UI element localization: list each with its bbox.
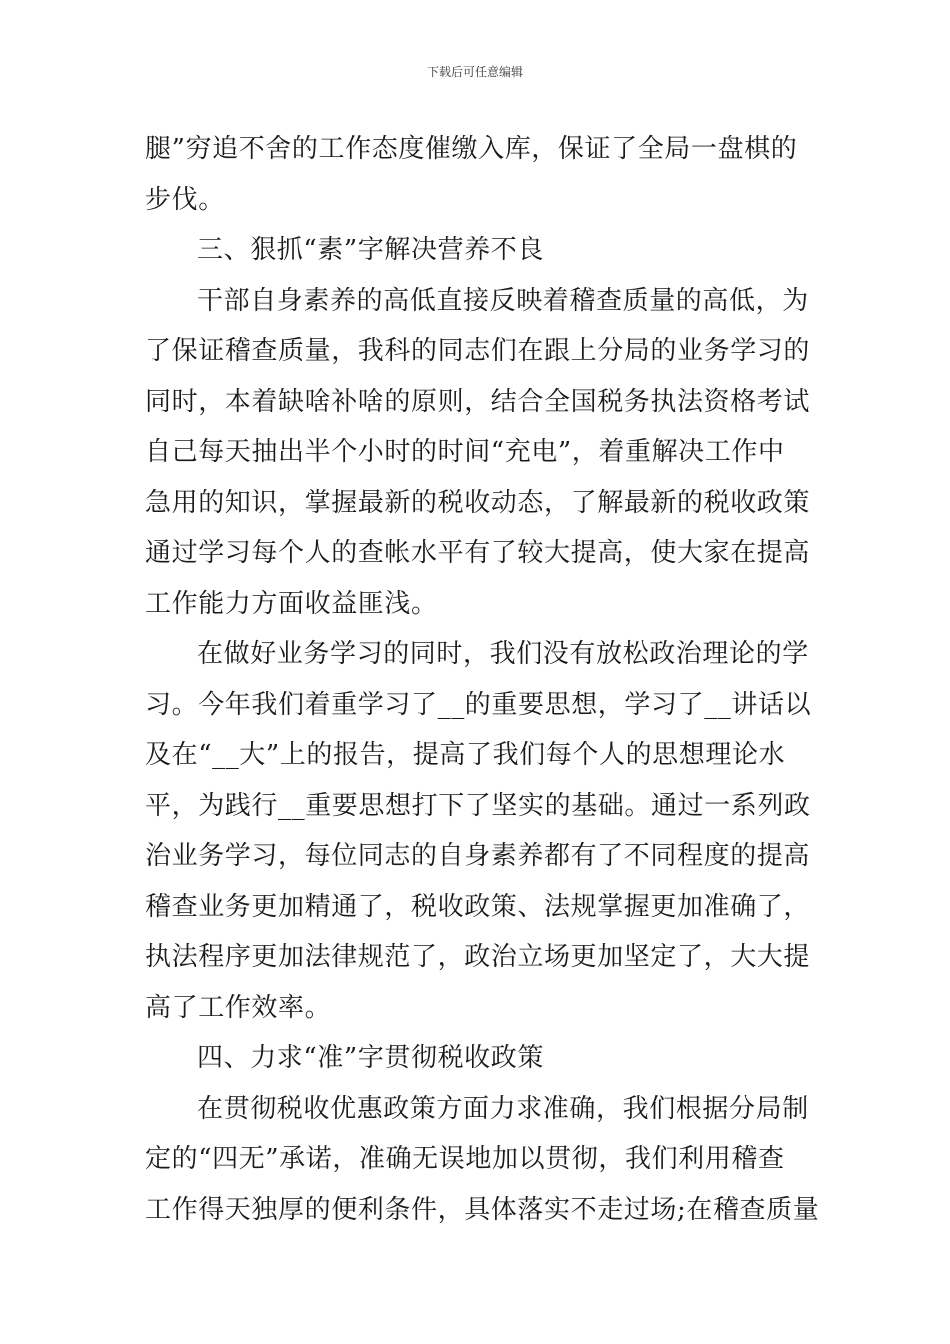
section-heading: 四、力求“准”字贯彻税收政策 xyxy=(197,1043,544,1073)
text-line: 习。今年我们着重学习了__的重要思想，学习了__讲话以 xyxy=(145,689,812,720)
text-line: 工作得天独厚的便利条件，具体落实不走过场;在稽查质量 xyxy=(145,1194,820,1225)
document-body xyxy=(145,124,820,1235)
text-line: 在做好业务学习的同时，我们没有放松政治理论的学 xyxy=(197,639,809,669)
text-line: 急用的知识，掌握最新的税收动态，了解最新的税收政策 xyxy=(145,487,811,518)
text-line: 干部自身素养的高低直接反映着稽查质量的高低，为 xyxy=(197,285,809,316)
page-header: 下载后可任意编辑 xyxy=(426,65,523,79)
text-line: 了保证稽查质量，我科的同志们在跟上分局的业务学习的 xyxy=(145,336,811,366)
text-line: 执法程序更加法律规范了，政治立场更加坚定了，大大提 xyxy=(145,942,811,972)
text-line: 通过学习每个人的查帐水平有了较大提高，使大家在提高 xyxy=(145,538,811,568)
text-line: 平，为践行__重要思想打下了坚实的基础。通过一系列政 xyxy=(145,790,811,821)
text-line: 同时，本着缺啥补啥的原则，结合全国税务执法资格考试 xyxy=(145,386,811,417)
text-line: 腿”穷追不舍的工作态度催缴入库，保证了全局一盘棋的 xyxy=(145,134,798,164)
text-line: 自己每天抽出半个小时的时间“充电”，着重解决工作中 xyxy=(145,437,785,467)
section-heading: 三、狠抓“素”字解决营养不良 xyxy=(197,235,544,265)
text-line: 稽查业务更加精通了，税收政策、法规掌握更加准确了， xyxy=(145,891,811,922)
text-line: 在贯彻税收优惠政策方面力求准确，我们根据分局制 xyxy=(197,1093,809,1124)
text-line: 工作能力方面收益匪浅。 xyxy=(145,588,438,619)
text-line: 高了工作效率。 xyxy=(145,992,332,1023)
text-line: 步伐。 xyxy=(145,184,225,215)
text-line: 定的“四无”承诺，准确无误地加以贯彻，我们利用稽查 xyxy=(145,1144,785,1174)
text-line: 及在“__大”上的报告，提高了我们每个人的思想理论水 xyxy=(145,740,786,770)
text-line: 治业务学习，每位同志的自身素养都有了不同程度的提高 xyxy=(145,841,811,871)
